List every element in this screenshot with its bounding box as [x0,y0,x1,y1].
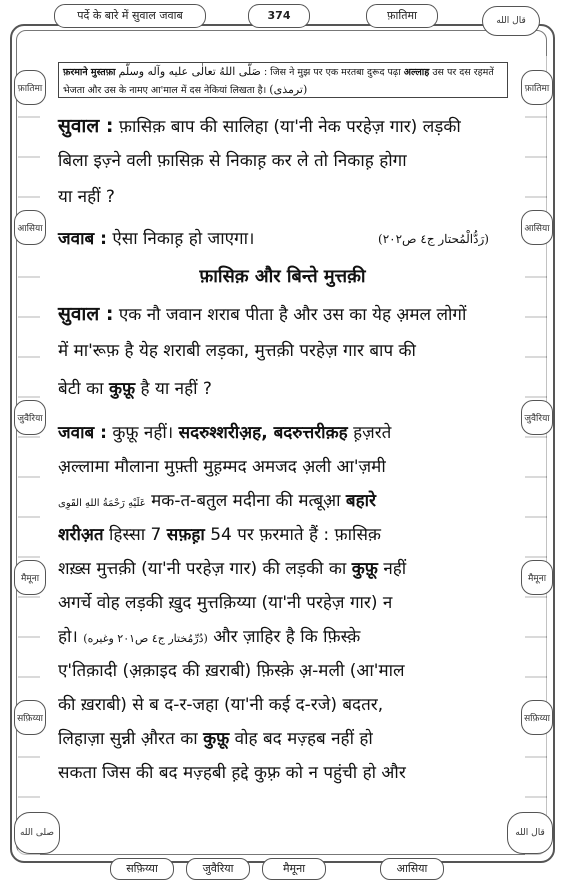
header-corner-medallion: قال الله [482,6,540,36]
left-side-label: आसिया [14,210,46,245]
notice-reference: (ترمذی) [269,83,308,96]
footer-tab: जुवैरिया [186,858,250,880]
question-2-line [58,300,466,326]
footer-tab: मैमूना [262,858,326,880]
notice-arabic: صَلَّى اللهُ تعالٰى عليه وآله وسلَّم [118,65,261,78]
answer-2-line: अगर्चे वोह लड़की ख़ुद मुत्तक़िय्या (या'नी परहेज़ गार) न [58,593,393,613]
arabic-honorific: عَلَيْهِ رَحْمَةُ اللهِ القَوِى [58,498,146,509]
text-fragment: बेटी का [58,379,104,399]
question-2-line: में मा'रूफ़ है येह शराबी लड़का, मुत्तक़ी परहेज़ गार बाप की [58,341,416,361]
hadith-notice-box [58,62,508,98]
text-fragment: ह़ज़रते [353,423,392,443]
header-name-tab: फ़ातिमा [366,4,438,28]
footer-corner-medallion: قال الله [507,812,553,854]
bold-term: शरीअ़त [58,525,104,545]
right-side-label: आसिया [521,210,553,245]
answer-2-line [58,522,381,545]
answer-2-line: अ़ल्लामा मौलाना मुफ़्ती मुह़म्मद अमजद अ़ली आ'ज़मी [58,457,386,477]
notice-allah: अल्लाह [403,67,430,78]
question-label: सुवाल : [58,115,114,137]
answer-label: जवाब : [58,229,107,249]
text-fragment: हो। [58,627,78,647]
text-fragment: 54 पर फ़रमाते हैं : [210,525,330,545]
answer-2-line [58,556,406,579]
question-label: सुवाल : [58,303,114,325]
answer-2-line [58,420,391,443]
text-fragment: मक-त-बतुल मदीना की मत्बूआ़ [151,491,341,511]
text-fragment: कुफ़ू नहीं। [112,423,174,443]
left-side-label: फ़ातिमा [14,70,46,105]
left-ornament-border [18,56,40,856]
answer-1-line [58,226,254,249]
bold-term: कुफ़ू [351,559,378,579]
text-fragment: नहीं [383,559,407,579]
text-fragment: फ़ासिक़ [334,525,381,545]
answer-label: जवाब : [58,423,107,443]
right-side-label: फ़ातिमा [521,70,553,105]
bold-term: सफ़ह़ा [166,525,205,545]
answer-2-line [58,726,373,749]
question-1-line: या नहीं ? [58,187,115,207]
bold-term: कुफ़ू [203,729,230,749]
question-1-line: बिला इज़्ने वली फ़ासिक़ से निकाह़ कर ले तो निकाह़ होगा [58,151,407,171]
notice-text: : जिस ने मुझ पर एक मरतबा दुरूद पढ़ा [263,67,401,78]
footer-tab: आसिया [380,858,444,880]
notice-text: उस पर दस रहमतें [432,67,494,78]
footer-corner-medallion: صلى الله [14,812,60,854]
bold-term: सदरुश्शरीअ़ह, बदरुत्तरीक़ह [178,423,348,443]
left-side-label: जुवैरिया [14,400,46,435]
right-ornament-border [525,56,547,856]
page-number: 374 [248,4,310,28]
right-side-label: मैमूना [521,560,553,595]
answer-1-reference: (رَدُّالْمُحتار ج٤ ص٢٠٢) [378,232,489,246]
text-fragment: हिस्सा 7 [109,525,162,545]
text-fragment: लिहाज़ा सुन्नी औ़रत का [58,729,198,749]
footer-tab: सफ़िय्या [110,858,174,880]
answer-2-line [58,624,360,647]
text-fragment: शख़्स मुत्तक़ी (या'नी परहेज़ गार) की लड़की का [58,559,347,579]
text-fragment: है या नहीं ? [140,379,212,399]
arabic-reference: (دُرِّمُختار ج٤ ص٢٠١ وغيره) [83,632,208,645]
answer-text: ऐसा निकाह़ हो जाएगा। [112,229,255,249]
header-chapter-tab: पर्दे के बारे में सुवाल जवाब [54,4,206,28]
notice-title: फ़रमाने मुस्तफ़ा [63,67,116,78]
notice-text: भेजता और उस के नामए आ'माल में दस नेकियां लिखता है। [63,85,267,96]
question-2-line [58,376,212,399]
bold-term: कुफ़ू [108,379,136,399]
answer-2-line: ए'तिक़ादी (अ़क़ाइद की ख़राबी) फ़िस्क़े अ़-मली (आ'माल [58,661,405,681]
question-text: एक नौ जवान शराब पीता है और उस का येह अ़मल लोगों [118,305,467,325]
answer-2-line [58,488,376,511]
question-text: फ़ासिक़ बाप की सालिहा (या'नी नेक परहेज़ गार) लड़की [118,117,461,137]
question-1-line [58,112,461,138]
left-side-label: मैमूना [14,560,46,595]
answer-2-line: की ख़राबी) से ब द-र-जहा (या'नी कई द-रजे) बदतर, [58,695,384,715]
right-side-label: जुवैरिया [521,400,553,435]
right-side-label: सफ़िय्या [521,700,553,735]
text-fragment: वोह बद मज़्हब नहीं हो [234,729,373,749]
text-fragment: और ज़ाहिर है कि फ़िस्क़े [213,627,361,647]
section-heading: फ़ासिक़ और बिन्ते मुत्तक़ी [199,266,366,287]
answer-2-line: सकता जिस की बद मज़्हबी ह़द्दे कुफ़्र को न पहुंची हो और [58,763,406,783]
bold-term: बहारे [345,491,377,511]
left-side-label: सफ़िय्या [14,700,46,735]
